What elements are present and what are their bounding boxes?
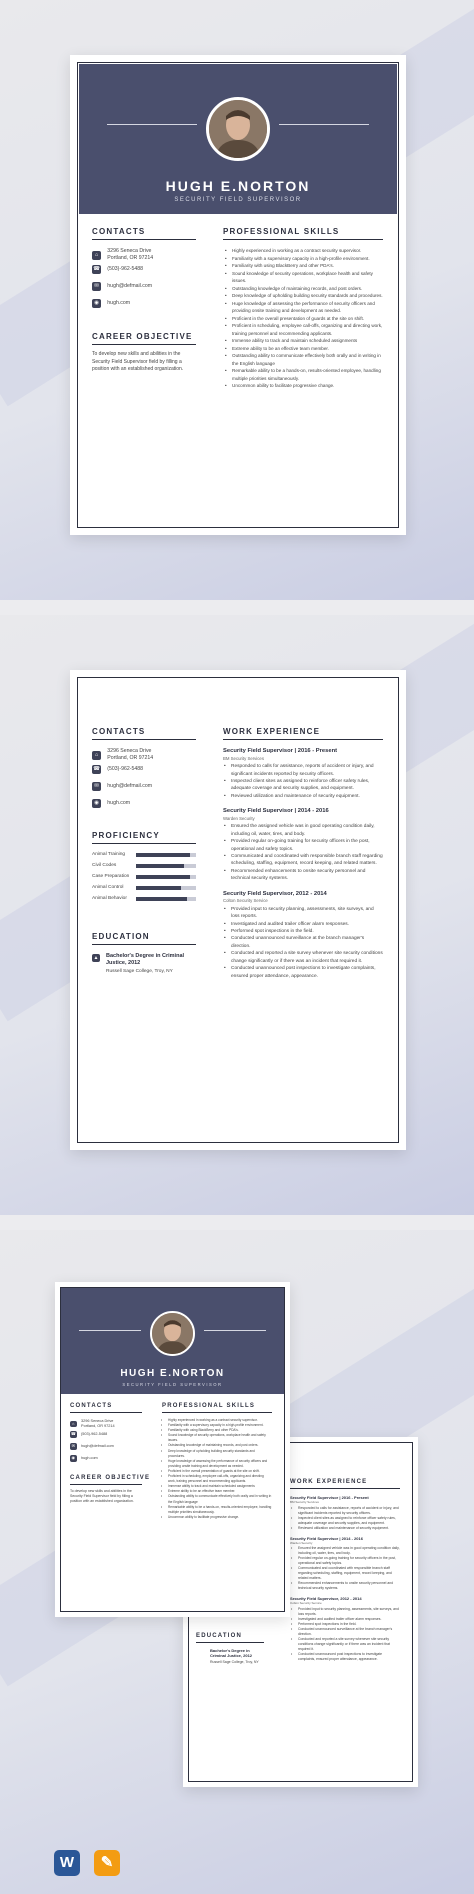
skill-item: • Outstanding ability to communicate effectively both orally and in writing in the English language [168,1494,272,1504]
email-icon: ✉ [92,282,101,291]
job-bullet: • Ensured the assigned vehicle was in good operating condition daily, including oil, water, tires, and body. [231,823,383,838]
proficiency-label: Animal Control [92,885,124,890]
job-company: BM Security Services [223,755,264,761]
proficiency-item [92,863,196,868]
skill-item: • Huge knowledge of assessing the performance of security officers and providing onsite training and development as needed. [168,1459,272,1469]
skill-item: • Deep knowledge of upholding building security standards and procedures. [232,292,384,300]
job-bullet: • Provided regular on-going training for security officers in the post, operational and safety topics. [231,838,383,853]
skill-item: • Remarkable ability to be a hands-on, results-oriented employee, handling multiple priorities simultaneously. [168,1505,272,1515]
resume-page-1 [70,55,406,535]
job-title: Security Field Supervisor, 2012 - 2014 [223,890,327,897]
skill-item: • Familiarity with a supervisory capacity in a high-profile environment. [168,1423,272,1428]
contact-text: 3296 Seneca Drive Portland, OR 97214 [107,748,154,762]
job-bullets [298,1607,400,1662]
skill-item: • Sound knowledge of security operations, workplace health and safety issues. [168,1433,272,1443]
pages-icon: ✎ [94,1850,120,1876]
job-bullet: • Performed spot inspections in the field. [298,1622,400,1627]
contact-text: hugh.com [81,1455,98,1460]
skill-item: • Highly experienced in working as a contract security supervisor. [168,1418,272,1423]
phone-icon: ☎ [70,1431,76,1436]
job-bullet: • Conducted unannounced surveillance at the branch manager's direction. [231,935,383,950]
objective-heading: CAREER OBJECTIVE [92,332,193,341]
skill-item: • Outstanding knowledge of maintaining records, and post orders. [232,285,384,293]
job-bullet: • Ensured the assigned vehicle was in good operating condition daily, including oil, water, tires, and body. [298,1546,400,1556]
resume-page-2 [70,670,406,1150]
proficiency-item [92,874,196,879]
proficiency-item [92,852,196,857]
proficiency-label: Case Preparation [92,874,130,879]
contact-item [92,765,143,774]
job-title: Security Field Supervisor | 2014 - 2016 [290,1535,363,1541]
proficiency-bar [136,864,196,868]
preview-page-front [55,1282,290,1617]
proficiency-fill [136,897,187,901]
candidate-name: HUGH E.NORTON [165,178,311,194]
preview-objective-heading: CAREER OBJECTIVE [70,1475,151,1481]
contact-item [92,799,130,808]
job-bullet: • Responded to calls for assistance, reports of accident or injury, and significant incidents reported by security officers. [298,1506,400,1516]
contact-text: 3296 Seneca Drive Portland, OR 97214 [107,248,154,262]
job-bullet: • Investigated and audited trailer officer alarm responses. [231,921,383,928]
skill-item: • Familiarity with a supervisory capacity in a high-profile environment. [232,255,384,263]
proficiency-bar [136,875,196,879]
skill-item: • Immense ability to track and maintain scheduled assignments [232,337,384,345]
contact-text: hugh@defmail.com [107,782,153,789]
work-heading: WORK EXPERIENCE [223,727,321,736]
contact-text: hugh@defmail.com [107,282,153,289]
contact-text: (503)-962-5488 [107,765,144,772]
job-bullets [231,763,383,800]
contact-item [92,299,130,308]
contact-item [70,1455,98,1462]
job-bullet: • Provided regular on-going training for security officers in the post, operational and safety topics. [298,1556,400,1566]
skill-item: • Remarkable ability to be a hands-on, results-oriented employee, handling multiple priorities simultaneously. [232,367,384,382]
preview-profile-photo [150,1311,195,1356]
contact-item [92,248,153,262]
preview-candidate-name: HUGH E.NORTON [120,1368,225,1379]
preview-skills-list [168,1418,272,1520]
word-icon: W [54,1850,80,1876]
candidate-title: SECURITY FIELD SUPERVISOR [174,197,302,203]
skill-item: • Extreme ability to be an effective team member. [232,345,384,353]
web-icon: ◉ [71,1455,75,1460]
contact-item [92,265,143,274]
preview-education-heading: EDUCATION [196,1633,243,1639]
skill-item: • Huge knowledge of assessing the performance of security officers and providing onsite training and development as needed. [232,300,384,315]
job-bullet: • Recommended enhancements to onsite security personnel and technical security systems. [231,868,383,883]
job-bullet: • Provided input to security planning, assessments, site surveys, and loss reports. [231,906,383,921]
objective-text: To develop new skills and abilities in the Security Field Supervisor field by filling a position with an established organization. [92,351,184,372]
proficiency-label: Animal Behavior [92,896,127,901]
contact-item [70,1443,114,1450]
preview-skills-heading: PROFESSIONAL SKILLS [162,1403,256,1409]
preview-education-degree: Bachelor's Degree in Criminal Justice, 2012 [210,1648,253,1658]
contact-item [92,282,152,291]
job-bullet: • Reviewed utilization and maintenance of security equipment. [298,1526,400,1531]
job-bullet: • Reviewed utilization and maintenance of security equipment. [231,793,383,800]
contact-text: (503)-962-5488 [81,1431,108,1436]
contacts-heading: CONTACTS [92,227,146,236]
profile-photo [206,97,270,161]
job-bullet: • Responded to calls for assistance, reports of accident or injury, and significant incidents reported by security officers. [231,763,383,778]
job-bullet: • Conducted unannounced surveillance at the branch manager's direction. [298,1627,400,1637]
proficiency-fill [136,886,181,890]
proficiency-label: Civil Codes [92,863,117,868]
contact-text: hugh.com [107,799,131,806]
job-title: Security Field Supervisor | 2016 - Present [290,1495,369,1500]
skill-item: • Familiarity with using BlackBerry and other PDA's. [232,262,384,270]
skill-item: • Proficient in the overall presentation of guards at the site on shift. [168,1469,272,1474]
skill-item: • Extreme ability to be an effective team member. [168,1489,272,1494]
job-bullet: • Communicated and coordinated with responsible branch staff regarding scheduling, staffing, equipment, record keeping, and related matters. [298,1566,400,1581]
skills-heading: PROFESSIONAL SKILLS [223,227,340,236]
job-bullets [231,823,383,882]
location-icon: ⌂ [92,751,101,760]
skill-item: • Highly experienced in working as a contract security supervisor. [232,247,384,255]
preview-work-heading: WORK EXPERIENCE [290,1479,368,1485]
job-bullet: • Inspected client sites as assigned to reinforce officer safety rules, adequate coverage and security supplies, and equipment. [298,1516,400,1526]
preview-header [61,1288,284,1394]
skill-item: • Outstanding ability to communicate effectively both orally and in writing in the English language [232,352,384,367]
proficiency-label: Animal Training [92,852,126,857]
preview-candidate-title: SECURITY FIELD SUPERVISOR [122,1382,223,1387]
contacts-heading-2: CONTACTS [92,727,146,736]
skill-item: • Proficient in scheduling, employee call-offs, organizing and directing work, training personnel and recommending applicants. [232,322,384,337]
education-school: Russell Sage College, Troy, NY [106,969,173,974]
proficiency-bar [136,886,196,890]
job-company: Warden Security [290,1540,313,1545]
education-degree: Bachelor's Degree in Criminal Justice, 2012 [106,953,185,966]
skill-item: • Proficient in scheduling, employee call-offs, organizing and directing work, training personnel and recommending applicants. [168,1474,272,1484]
job-company: Colton Security Service [290,1601,322,1606]
proficiency-bar [136,853,196,857]
skill-item: • Outstanding knowledge of maintaining records, and post orders. [168,1443,272,1448]
contact-item [70,1419,115,1429]
job-company: Warden Security [223,815,255,821]
proficiency-heading: PROFICIENCY [92,831,160,840]
job-bullet: • Recommended enhancements to onsite security personnel and technical security systems. [298,1581,400,1591]
location-icon: ⌂ [92,251,101,260]
email-icon: ✉ [92,782,101,791]
contact-text: 3296 Seneca Drive Portland, OR 97214 [81,1419,115,1429]
skill-item: • Deep knowledge of upholding building security standards and procedures. [168,1449,272,1459]
contact-text: hugh@defmail.com [81,1443,114,1448]
skill-item: • Uncommon ability to facilitate progressive change. [168,1515,272,1520]
job-company: Colton Security Service [223,898,268,904]
web-icon: ◉ [92,799,101,808]
job-title: Security Field Supervisor | 2014 - 2016 [223,808,329,815]
proficiency-item [92,896,196,901]
proficiency-fill [136,875,190,879]
contact-item [92,782,152,791]
web-icon: ◉ [92,299,101,308]
skills-list [232,247,384,390]
resume-header [79,64,397,214]
job-bullet: • Conducted and reported a site survey whenever site security conditions change significantly or if there was an incident that required it. [231,950,383,965]
job-bullets [231,906,383,980]
job-bullet: • Conducted unannounced post inspections to investigate complaints, ensured proper attendance, appearance. [298,1652,400,1662]
contact-item [92,748,153,762]
job-title: Security Field Supervisor, 2012 - 2014 [290,1596,362,1602]
skill-item: • Proficient in the overall presentation of guards at the site on shift. [232,315,384,323]
contact-text: hugh.com [107,299,131,306]
education-item [92,953,100,962]
skill-item: • Familiarity with using BlackBerry and other PDA's. [168,1428,272,1433]
job-bullet: • Conducted unannounced post inspections to investigate complaints, ensured proper attendance, appearance. [231,965,383,980]
proficiency-fill [136,864,184,868]
preview-contacts-heading: CONTACTS [70,1403,113,1409]
email-icon: ✉ [71,1443,75,1448]
skill-item: • Sound knowledge of security operations, workplace health and safety issues. [232,270,384,285]
job-bullet: • Performed spot inspections in the field. [231,928,383,935]
job-bullets [298,1506,400,1531]
education-heading: EDUCATION [92,932,150,941]
phone-icon: ☎ [93,766,100,772]
job-company: BM Security Services [290,1500,319,1505]
job-bullet: • Investigated and audited trailer officer alarm responses. [298,1617,400,1622]
skill-item: • Uncommon ability to facilitate progressive change. [232,382,384,390]
graduation-cap-icon: ▲ [93,955,99,961]
proficiency-fill [136,853,190,857]
proficiency-item [92,885,196,890]
proficiency-bar [136,897,196,901]
contact-item [70,1431,107,1438]
job-bullets [298,1546,400,1591]
phone-icon: ☎ [93,266,100,272]
job-bullet: • Provided input to security planning, assessments, site surveys, and loss reports. [298,1607,400,1617]
skill-item: • Immense ability to track and maintain scheduled assignments [168,1484,272,1489]
preview-education-school: Russell Sage College, Troy, NY [210,1660,259,1664]
job-bullet: • Conducted and reported a site survey whenever site security conditions change significantly or if there was an incident that required it. [298,1637,400,1652]
job-bullet: • Communicated and coordinated with responsible branch staff regarding scheduling, staffing, equipment, record keeping, and related matters. [231,853,383,868]
job-bullet: • Inspected client sites as assigned to reinforce officer safety rules, adequate coverage and security supplies, and equipment. [231,778,383,793]
preview-objective-text: To develop new skills and abilities in the Security Field Supervisor field by filling a position with an established organization. [70,1489,134,1504]
contact-text: (503)-962-5488 [107,265,144,272]
location-icon: ⌂ [70,1421,77,1428]
job-title: Security Field Supervisor | 2016 - Present [223,748,338,754]
